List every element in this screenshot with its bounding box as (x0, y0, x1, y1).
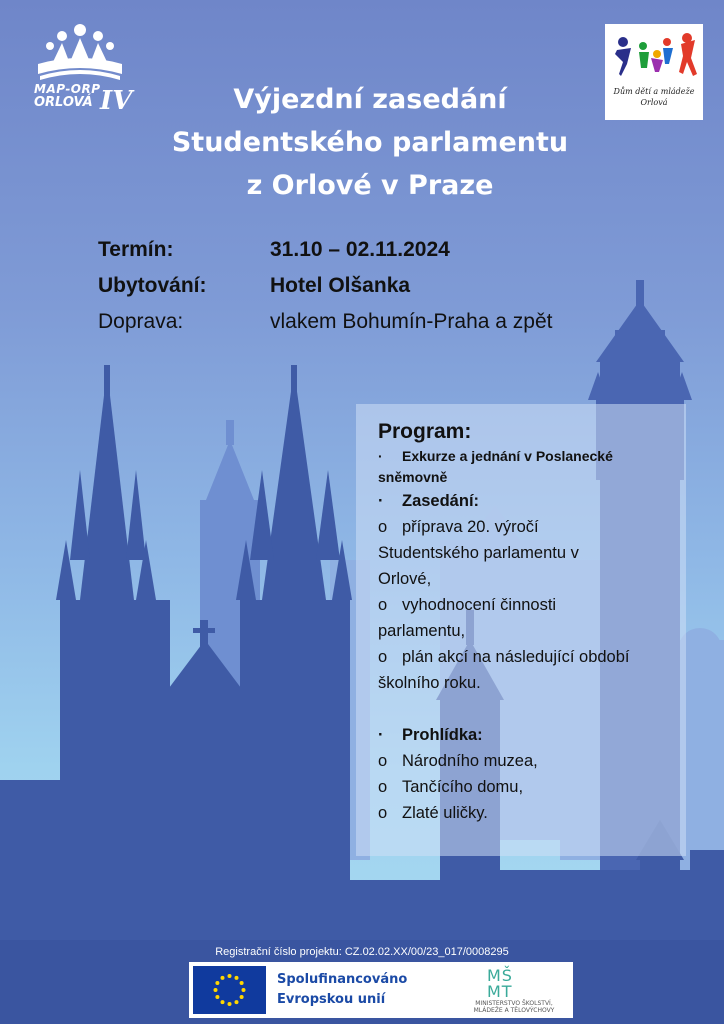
bullet: o (378, 518, 388, 536)
zasedani-subitem-cont: Orlové, (378, 570, 432, 588)
prohlidka-subitem (378, 800, 682, 826)
eu-cofinanced-text (277, 970, 407, 1010)
ddm-logo-line2: Orlová (640, 98, 668, 107)
info-label: Termín: (98, 238, 174, 261)
info-value: vlakem Bohumín-Praha a zpět (270, 310, 553, 333)
bullet: o (378, 778, 388, 796)
poster-title (120, 78, 620, 207)
info-label: Doprava: (98, 310, 184, 333)
subitem-text: plán akcí na následující období (402, 648, 630, 666)
bullet: o (378, 752, 388, 770)
zasedani-subitem-cont: školního roku. (378, 674, 481, 692)
prohlidka-subitem (378, 748, 682, 774)
eu-text-line1: Spolufinancováno (277, 972, 408, 987)
program-item-prohlidka (378, 722, 682, 748)
zasedani-subitem-cont: Studentského parlamentu v (378, 544, 579, 562)
logo-text-iv: IV (100, 86, 133, 116)
zasedani-subitem (378, 592, 682, 618)
program-heading: Program: (378, 420, 472, 443)
program-item-text: Zasedání: (402, 492, 480, 510)
logo-text-orlova: ORLOVÁ (34, 95, 93, 110)
eu-flag-icon (193, 966, 266, 1014)
bullet: · (378, 492, 384, 510)
logo-text-map-orp: MAP-ORP (34, 82, 101, 96)
msmt-text-line2: MLÁDEŽE A TĚLOVÝCHOVY (473, 1007, 555, 1014)
subitem-text: Zlaté uličky. (402, 804, 488, 822)
bullet: o (378, 596, 388, 614)
msmt-logo: MŠ MT MINISTERSTVO ŠKOLSTVÍ, MLÁDEŽE A TĚLOVÝCHOVY (459, 966, 569, 1014)
zasedani-subitem (378, 514, 682, 540)
eu-stars-icon (193, 966, 266, 1014)
program-item-text: Exkurze a jednání v Poslanecké (402, 448, 613, 464)
title-line-2: Studentského parlamentu (171, 127, 569, 158)
title-line-1: Výjezdní zasedání (233, 84, 507, 115)
children-figures-icon (605, 24, 703, 84)
prohlidka-subitem (378, 774, 682, 800)
people-book-icon (30, 22, 130, 84)
program-item-text: Prohlídka: (402, 726, 483, 744)
zasedani-subitem (378, 644, 682, 670)
funding-logos (189, 962, 573, 1018)
bullet: · (378, 448, 383, 464)
info-label: Ubytování: (98, 274, 207, 297)
eu-text-line2: Evropskou unií (277, 992, 386, 1007)
zasedani-subitem-cont: parlamentu, (378, 622, 466, 640)
subitem-text: vyhodnocení činnosti (402, 596, 557, 614)
program-item-zasedani (378, 488, 682, 514)
ddm-logo-line1: Dům dětí a mládeže (613, 87, 695, 96)
registration-number: Registrační číslo projektu: CZ.02.02.XX/00/23_017/0008295 (215, 946, 509, 958)
program-item-exkurze-cont: sněmovně (378, 469, 448, 485)
subitem-text: Národního muzea, (402, 752, 538, 770)
msmt-text-line1: MINISTERSTVO ŠKOLSTVÍ, (475, 1000, 553, 1007)
bullet: o (378, 804, 388, 822)
map-orp-orlova-logo (30, 22, 133, 122)
bullet: · (378, 726, 384, 744)
bullet: o (378, 648, 388, 666)
subitem-text: příprava 20. výročí (402, 518, 539, 536)
program-panel (356, 404, 686, 856)
info-value: Hotel Olšanka (270, 274, 411, 297)
info-value: 31.10 – 02.11.2024 (270, 238, 450, 261)
title-line-3: z Orlové v Praze (246, 170, 494, 201)
program-item-exkurze (378, 446, 682, 467)
subitem-text: Tančícího domu, (402, 778, 524, 796)
